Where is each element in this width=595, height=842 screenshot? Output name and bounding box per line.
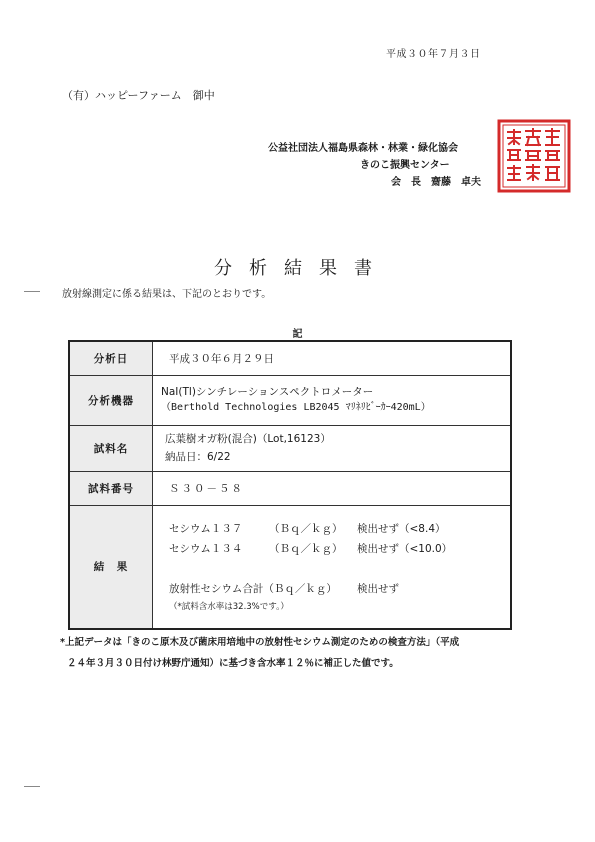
nuclide-name: セシウム１３７ <box>169 522 243 535</box>
issuer-organization: 公益社団法人福島県森林・林業・緑化協会 <box>268 143 458 154</box>
ki-heading: 記 <box>292 329 303 340</box>
sample-number-value: Ｓ３０－５８ <box>153 471 512 505</box>
footnote-line1: *上記データは「きのこ原木及び菌床用培地中の放射性セシウム測定のための検査方法」（平成 <box>60 637 460 648</box>
result-label: 結 果 <box>69 505 153 629</box>
punch-guide-mark <box>24 291 40 292</box>
total-value: 検出せず <box>357 582 399 595</box>
table-row <box>69 425 511 471</box>
table-row <box>69 471 511 505</box>
result-cs134-row <box>169 539 510 559</box>
issuer-center: きのこ振興センター <box>360 160 450 171</box>
result-cs137-row <box>169 519 510 539</box>
table-row <box>69 375 511 425</box>
table-row <box>69 341 511 375</box>
recipient: （有）ハッピーファーム 御中 <box>62 89 215 102</box>
analysis-date-label: 分析日 <box>69 341 153 375</box>
nuclide-unit: （Ｂｑ／ｋｇ） <box>269 522 343 535</box>
sample-name-line2: 納品日：6/22 <box>165 451 231 463</box>
sample-name-line1: 広葉樹オガ粉(混合)（Lot,16123） <box>165 433 331 445</box>
instrument-line2: （Berthold Technologies LB2045 ﾏﾘﾈﾘﾋﾞｰｶｰ420mL） <box>161 402 431 413</box>
punch-guide-mark <box>24 786 40 787</box>
instrument-label: 分析機器 <box>69 375 153 425</box>
sample-name-label: 試料名 <box>69 425 153 471</box>
official-seal-icon <box>496 118 572 194</box>
sample-name-value <box>153 425 512 471</box>
sample-number-label: 試料番号 <box>69 471 153 505</box>
instrument-value <box>153 375 512 425</box>
total-label: 放射性セシウム合計（Ｂｑ／ｋｇ） <box>169 582 337 595</box>
instrument-line1: NaI(Tl)シンチレーションスペクトロメーター <box>161 386 374 398</box>
nuclide-unit: （Ｂｑ／ｋｇ） <box>269 542 343 555</box>
document-title: 分析結果書 <box>214 258 389 279</box>
result-total-row <box>169 579 510 599</box>
nuclide-name: セシウム１３４ <box>169 542 243 555</box>
results-table <box>68 340 512 630</box>
table-row <box>69 505 511 629</box>
analysis-date-value: 平成３０年６月２９日 <box>153 341 512 375</box>
intro-text: 放射線測定に係る結果は、下記のとおりです。 <box>62 289 272 300</box>
footnote-line2: ２４年３月３０日付け林野庁通知）に基づき含水率１２％に補正した値です。 <box>67 658 399 669</box>
nuclide-result: 検出せず（<10.0） <box>357 542 453 555</box>
result-value <box>153 505 512 629</box>
moisture-note: （*試料含水率は32.3%です。） <box>169 601 289 612</box>
issuer-representative: 会 長 齋藤 卓夫 <box>391 177 481 188</box>
nuclide-result: 検出せず（<8.4） <box>357 522 446 535</box>
document-date: 平成３０年７月３日 <box>386 49 481 60</box>
